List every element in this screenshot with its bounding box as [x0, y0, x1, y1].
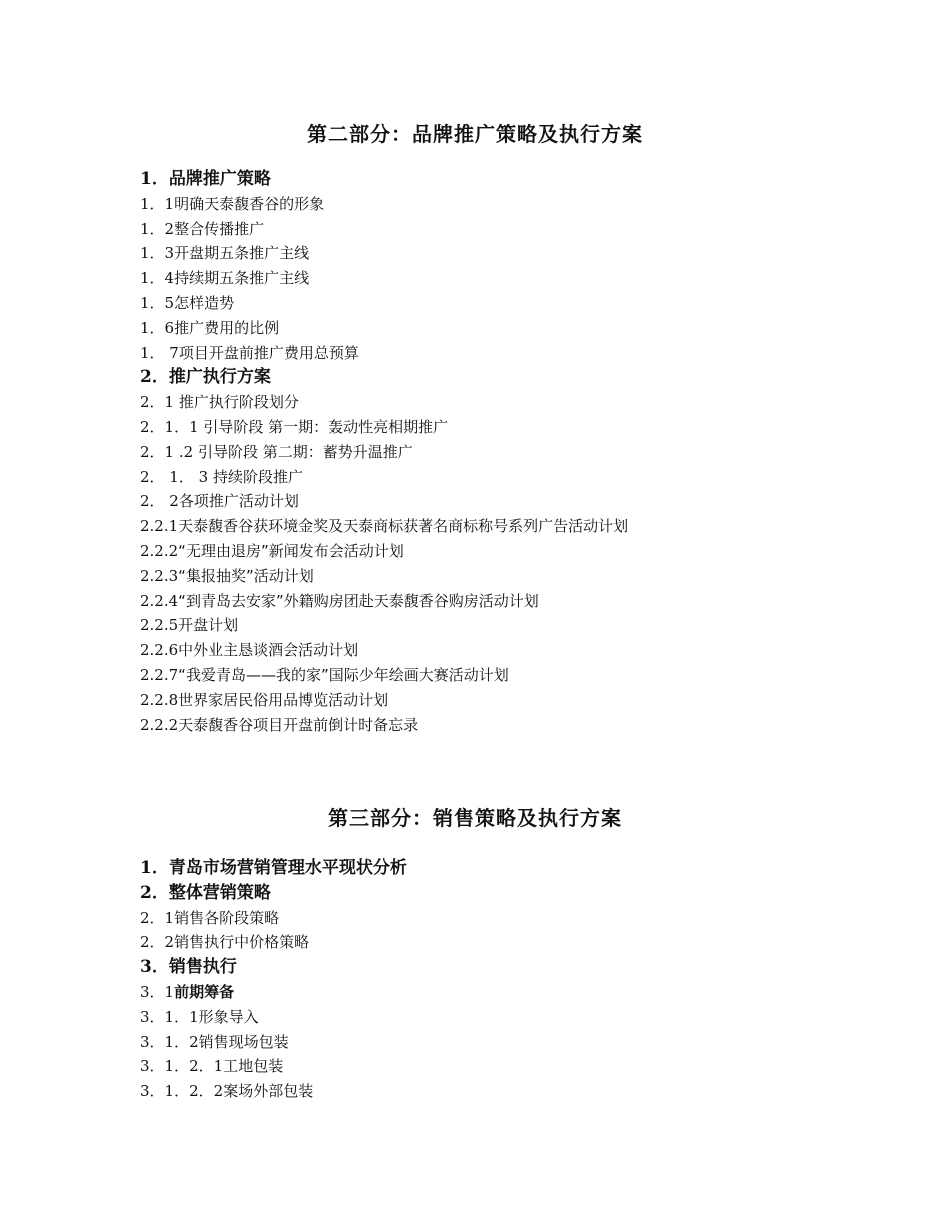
- toc-item: [140, 930, 830, 955]
- toc-item-text: 开盘计划: [178, 616, 239, 635]
- toc-item: [140, 1030, 830, 1055]
- toc-item-text: 明确天泰馥香谷的形象: [174, 194, 325, 213]
- toc-item: [140, 241, 830, 266]
- toc-item-text: “我爱青岛——我的家”国际少年绘画大赛活动计划: [178, 665, 509, 684]
- toc-item-text: 持续期五条推广主线: [174, 269, 310, 288]
- part2-title: 第二部分：品牌推广策略及执行方案: [307, 122, 643, 146]
- toc-item-number: 1．4: [140, 269, 175, 288]
- toc-item: [140, 589, 830, 614]
- toc-item-text: 天泰馥香谷项目开盘前倒计时备忘录: [178, 715, 419, 734]
- part3-title: 第三部分：销售策略及执行方案: [328, 806, 622, 830]
- toc-item: [140, 291, 830, 316]
- toc-item: [140, 955, 830, 980]
- toc-item-number: 3．1．1: [140, 1007, 199, 1026]
- toc-item-number: 2．: [140, 367, 169, 388]
- toc-item-number: 2.2.7: [140, 665, 179, 684]
- toc-item-number: 3．1．2: [140, 1032, 199, 1051]
- toc-item: [140, 390, 830, 415]
- toc-item: [140, 440, 830, 465]
- toc-item-number: 2.2.8: [140, 690, 179, 709]
- toc-item: [140, 465, 830, 490]
- toc-item-text: 工地包装: [223, 1057, 284, 1076]
- toc-item: [140, 688, 830, 713]
- toc-item-number: 2.2.2: [140, 715, 179, 734]
- toc-item: [140, 489, 830, 514]
- toc-item-number: 2．: [140, 882, 169, 903]
- toc-item-number: 2.2.5: [140, 616, 179, 635]
- toc-item-number: 2．1．1: [140, 417, 204, 436]
- toc-item-text: 项目开盘前推广费用总预算: [178, 343, 359, 362]
- toc-item-text: 品牌推广策略: [168, 169, 271, 189]
- toc-item-text: 引导阶段 第一期：轰动性亮相期推广: [203, 417, 449, 436]
- toc-item: [140, 564, 830, 589]
- toc-item-text: 世界家居民俗用品博览活动计划: [178, 690, 389, 709]
- toc-item: [140, 365, 830, 390]
- toc-item-text: 各项推广活动计划: [178, 492, 299, 511]
- toc-item: [140, 514, 820, 539]
- toc-item-text: 开盘期五条推广主线: [174, 244, 310, 263]
- toc-item-text: 形象导入: [198, 1007, 259, 1026]
- toc-item-number: 1．2: [140, 219, 175, 238]
- toc-item: [140, 1005, 830, 1030]
- toc-item-number: 2.2.3: [140, 566, 179, 585]
- toc-item-number: 1．: [140, 858, 169, 878]
- part2-toc: [140, 167, 830, 737]
- toc-item-text: 销售现场包装: [198, 1032, 289, 1051]
- toc-item: [140, 316, 830, 341]
- toc-item-text: 天泰馥香谷获环境金奖及天泰商标获著名商标称号系列广告活动计划: [178, 517, 629, 536]
- toc-item-text: 销售执行: [168, 957, 237, 978]
- toc-item-number: 2.2.6: [140, 641, 179, 660]
- toc-item-text: 青岛市场营销管理水平现状分析: [168, 858, 407, 878]
- toc-item: [140, 613, 830, 638]
- toc-item: [140, 192, 830, 217]
- toc-item: [140, 341, 830, 366]
- toc-item-text: 整合传播推广: [174, 219, 265, 238]
- toc-item-number: 2.2.1: [140, 517, 179, 536]
- toc-item-text: 推广执行方案: [168, 367, 271, 388]
- toc-item-text: 案场外部包装: [223, 1082, 314, 1101]
- toc-item: [140, 266, 830, 291]
- toc-item-number: 2.2.4: [140, 591, 179, 610]
- toc-item-number: 1．: [140, 169, 169, 189]
- toc-item: [140, 1054, 830, 1079]
- toc-item-number: 3．1．2．2: [140, 1082, 224, 1101]
- toc-item: [140, 217, 830, 242]
- toc-item-text: 怎样造势: [174, 293, 235, 312]
- toc-item: [140, 1079, 830, 1104]
- toc-item-number: 1． 7: [140, 343, 179, 362]
- toc-item-number: 2．1: [140, 393, 179, 412]
- toc-item-text: “集报抽奖”活动计划: [178, 566, 314, 585]
- toc-item-text: 前期筹备: [174, 982, 235, 1001]
- toc-item-number: 1．5: [140, 293, 175, 312]
- toc-item-text: 销售执行中价格策略: [174, 933, 310, 952]
- toc-item-number: 2．2: [140, 933, 175, 952]
- toc-item: [140, 906, 830, 931]
- toc-item-number: 1．6: [140, 318, 175, 337]
- toc-item-number: 3．: [140, 957, 169, 978]
- toc-item-text: “无理由退房”新闻发布会活动计划: [178, 541, 404, 560]
- toc-item-number: 3．1．2．1: [140, 1057, 224, 1076]
- toc-item: [140, 638, 830, 663]
- toc-item: [140, 415, 830, 440]
- toc-item-text: 整体营销策略: [168, 882, 271, 903]
- toc-item-text: 推广费用的比例: [174, 318, 280, 337]
- toc-item-number: 1．1: [140, 194, 175, 213]
- toc-item-number: 2.2.2: [140, 541, 179, 560]
- toc-item-text: 引导阶段 第二期：蓄势升温推广: [197, 442, 413, 461]
- toc-item: [140, 663, 830, 688]
- toc-item-text: 销售各阶段策略: [174, 908, 280, 927]
- toc-item-text: 持续阶段推广: [212, 467, 303, 486]
- toc-item-number: 2． 2: [140, 492, 179, 511]
- toc-item-number: 2．1 .2: [140, 442, 198, 461]
- toc-item-number: 3．1: [140, 982, 175, 1001]
- toc-item-number: 2．1: [140, 908, 175, 927]
- toc-item-number: 1．3: [140, 244, 175, 263]
- part3-toc: [140, 856, 830, 1104]
- toc-item-text: “到青岛去安家”外籍购房团赴天泰馥香谷购房活动计划: [178, 591, 539, 610]
- toc-item: [140, 167, 830, 192]
- toc-item: [140, 881, 830, 906]
- toc-item: [140, 856, 830, 881]
- toc-item-number: 2． 1． 3: [140, 467, 213, 486]
- toc-item: [140, 980, 830, 1005]
- toc-item: [140, 539, 830, 564]
- toc-item-text: 推广执行阶段划分: [178, 393, 299, 412]
- toc-item: [140, 713, 830, 738]
- toc-item-text: 中外业主恳谈酒会活动计划: [178, 641, 359, 660]
